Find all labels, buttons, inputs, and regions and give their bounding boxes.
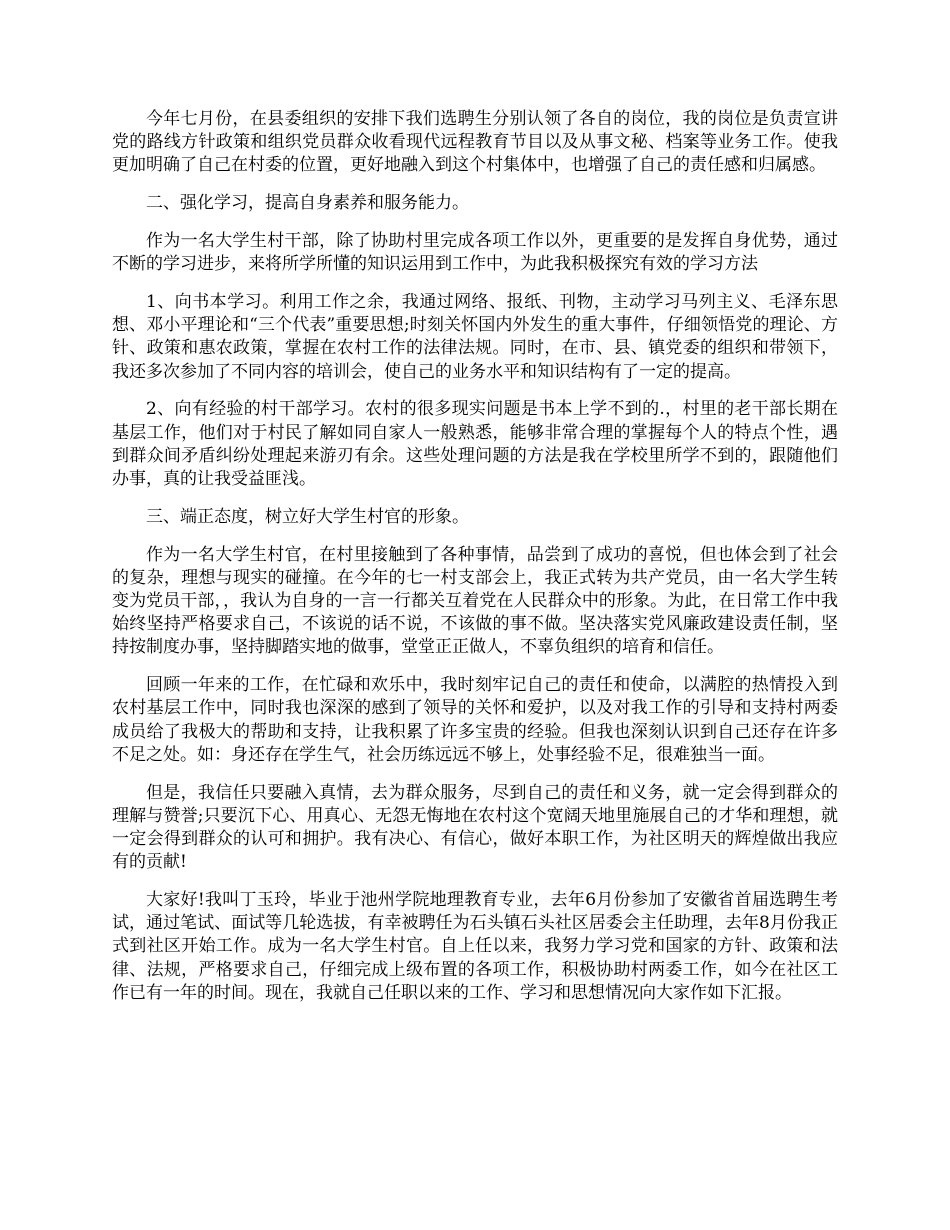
paragraph-1: 今年七月份，在县委组织的安排下我们选聘生分别认领了各自的岗位，我的岗位是负责宣讲党的路线方针政策和组织党员群众收看现代远程教育节目以及从事文秘、档案等业务工作。使我更加明确了自己在村委的位置，更好地融入到这个村集体中，也增强了自己的责任感和归属感。 [112, 109, 838, 176]
paragraph-book-study: 1、向书本学习。利用工作之余，我通过网络、报纸、刊物，主动学习马列主义、毛泽东思想、邓小平理论和“三个代表”重要思想;时刻关怀国内外发生的重大事件，仔细领悟党的理论、方针、政策和惠农政策，掌握在农村工作的法律法规。同时，在市、县、镇党委的组织和带领下，我还多次参加了不同内容的培训会，使自己的业务水平和知识结构有了一定的提高。 [112, 292, 838, 382]
paragraph-cadre-study: 2、向有经验的村干部学习。农村的很多现实问题是书本上学不到的.，村里的老干部长期在基层工作，他们对于村民了解如同自家人一般熟悉，能够非常合理的掌握每个人的特点个性，遇到群众间矛盾纠纷处理起来游刃有余。这些处理问题的方法是我在学校里所学不到的，跟随他们办事，真的让我受益匪浅。 [112, 399, 838, 490]
paragraph-7: 作为一名大学生村官，在村里接触到了各种事情，品尝到了成功的喜悦，但也体会到了社会的复杂，理想与现实的碰撞。在今年的七一村支部会上，我正式转为共产党员，由一名大学生转变为党员干部，，我认为自身的一言一行都关互着党在人民群众中的形象。为此，在日常工作中我始终坚持严格要求自己，不该说的话不说，不该做的事不做。坚决落实党风廉政建设责任制，坚持按制度办事，坚持脚踏实地的做事，堂堂正正做人，不辜负组织的培育和信任。 [112, 544, 838, 658]
paragraph-3: 作为一名大学生村干部，除了协助村里完成各项工作以外，更重要的是发挥自身优势，通过不断的学习进步，来将所学所懂的知识运用到工作中，为此我积极探究有效的学习方法 [112, 231, 838, 275]
document-body [112, 108, 838, 1005]
paragraph-review: 回顾一年来的工作，在忙碌和欢乐中，我时刻牢记自己的责任和使命，以满腔的热情投入到农村基层工作中，同时我也深深的感到了领导的关怀和爱护，以及对我工作的引导和支持村两委成员给了我极大的帮助和支持，让我积累了许多宝贵的经验。但我也深刻认识到自己还存在许多不足之处。如：身还存在学生气，社会历练远远不够上，处事经验不足，很难独当一面。 [112, 675, 838, 765]
heading-correct-attitude: 三、端正态度，树立好大学生村官的形象。 [146, 506, 469, 527]
paragraph-9: 但是，我信任只要融入真情，去为群众服务，尽到自己的责任和义务，就一定会得到群众的理解与赞誉;只要沉下心、用真心、无怨无悔地在农村这个宽阔天地里施展自己的才华和理想，就一定会得到群众的认可和拥护。我有决心、有信心，做好本职工作，为社区明天的辉煌做出我应有的贡献! [112, 782, 838, 873]
paragraph-introduction: 大家好!我叫丁玉玲，毕业于池州学院地理教育专业，去年6月份参加了安徽省首届选聘生考试，通过笔试、面试等几轮选拔，有幸被聘任为石头镇石头社区居委会主任助理，去年8月份我正式到社区开始工作。成为一名大学生村官。自上任以来，我努力学习党和国家的方针、政策和法律、法规，严格要求自己，仔细完成上级布置的各项工作，积极协助村两委工作，如今在社区工作已有一年的时间。现在，我就自己任职以来的工作、学习和思想情况向大家作如下汇报。 [112, 890, 838, 1003]
heading-strengthen-study: 二、强化学习，提高自身素养和服务能力。 [146, 193, 469, 214]
